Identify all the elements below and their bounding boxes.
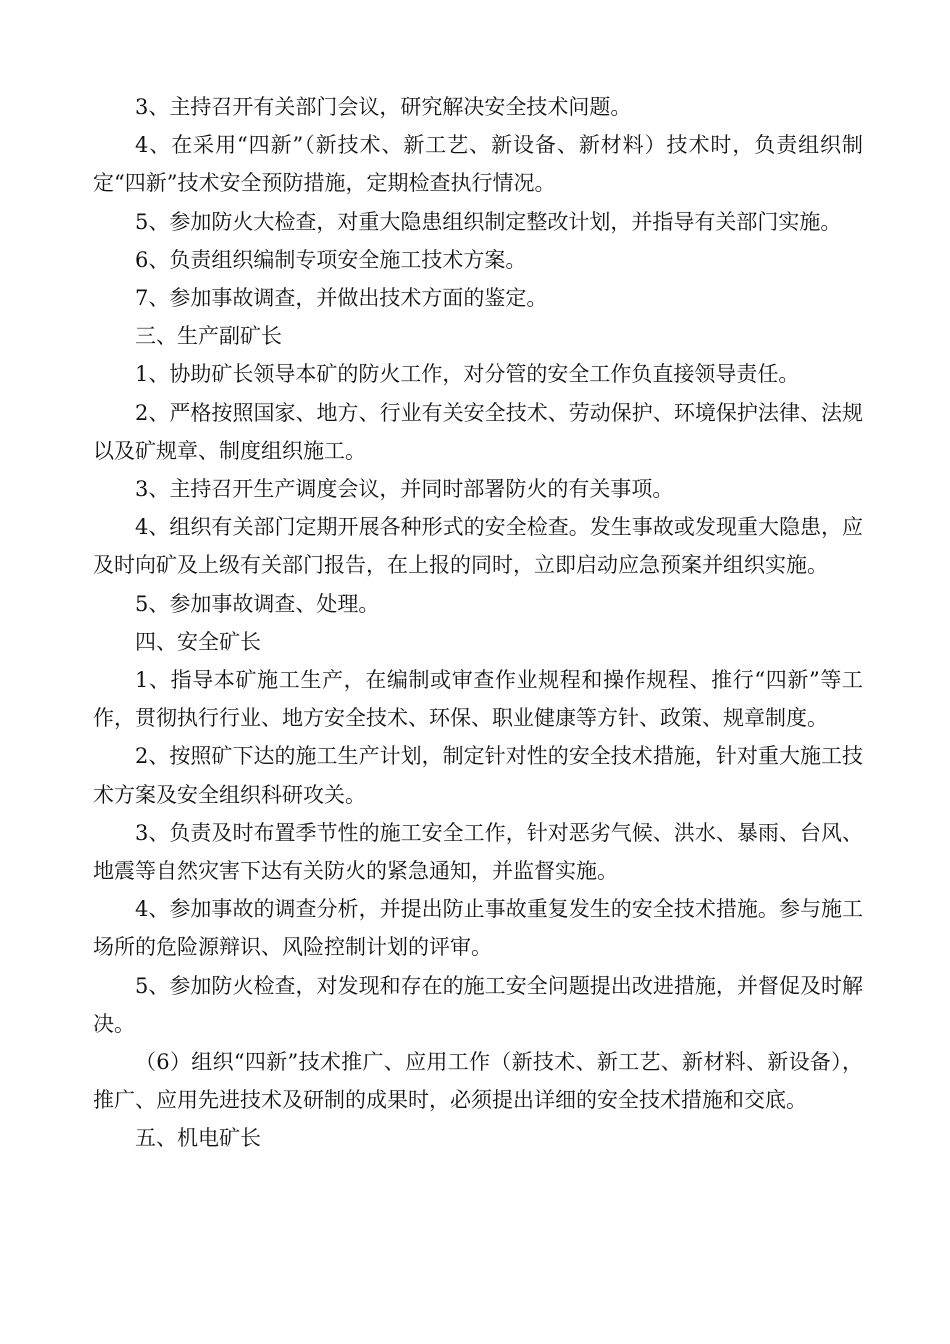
paragraph-safety-item-1: 1、指导本矿施工生产，在编制或审查作业规程和操作规程、推行“四新”等工作，贯彻执行行业、地方安全技术、环保、职业健康等方针、政策、规章制度。 <box>93 668 863 731</box>
paragraph-item-7-accident-investigation: 7、参加事故调查，并做出技术方面的鉴定。 <box>135 286 548 311</box>
paragraph-production-item-4: 4、组织有关部门定期开展各种形式的安全检查。发生事故或发现重大隐患，应及时向矿及上级有关部门报告，在上报的同时，立即启动应急预案并组织实施。 <box>93 515 863 578</box>
paragraph-production-item-2: 2、严格按照国家、地方、行业有关安全技术、劳动保护、环境保护法律、法规以及矿规章、制度组织施工。 <box>93 400 863 463</box>
paragraph-production-item-5: 5、参加事故调查、处理。 <box>135 591 380 616</box>
section-heading-safety-director: 四、安全矿长 <box>135 629 261 654</box>
paragraph-item-5-fire-inspection: 5、参加防火大检查，对重大隐患组织制定整改计划，并指导有关部门实施。 <box>135 209 842 234</box>
paragraph-safety-item-2: 2、按照矿下达的施工生产计划，制定针对性的安全技术措施，针对重大施工技术方案及安全组织科研攻关。 <box>93 744 863 807</box>
paragraph-item-3-meetings: 3、主持召开有关部门会议，研究解决安全技术问题。 <box>135 95 632 119</box>
paragraph-safety-item-4: 4、参加事故的调查分析，并提出防止事故重复发生的安全技术措施。参与施工场所的危险源辩识、风险控制计划的评审。 <box>93 897 863 960</box>
section-heading-electromechanical: 五、机电矿长 <box>135 1126 261 1151</box>
paragraph-item-4-four-new: 4、在采用“四新”（新技术、新工艺、新设备、新材料）技术时，负责组织制定“四新”技术安全预防措施，定期检查执行情况。 <box>93 133 863 196</box>
section-heading-deputy-production: 三、生产副矿长 <box>135 324 282 349</box>
document-body <box>93 88 863 1158</box>
paragraph-item-6-special-plan: 6、负责组织编制专项安全施工技术方案。 <box>135 247 527 272</box>
paragraph-production-item-1: 1、协助矿长领导本矿的防火工作，对分管的安全工作负直接领导责任。 <box>135 362 800 387</box>
paragraph-production-item-3: 3、主持召开生产调度会议，并同时部署防火的有关事项。 <box>135 477 674 502</box>
paragraph-safety-item-5: 5、参加防火检查，对发现和存在的施工安全问题提出改进措施，并督促及时解决。 <box>93 973 863 1036</box>
paragraph-safety-item-3: 3、负责及时布置季节性的施工安全工作，针对恶劣气候、洪水、暴雨、台风、地震等自然灾害下达有关防火的紧急通知，并监督实施。 <box>93 820 863 884</box>
paragraph-safety-item-6: （6）组织“四新”技术推广、应用工作（新技术、新工艺、新材料、新设备），推广、应用先进技术及研制的成果时，必须提出详细的安全技术措施和交底。 <box>93 1050 863 1113</box>
